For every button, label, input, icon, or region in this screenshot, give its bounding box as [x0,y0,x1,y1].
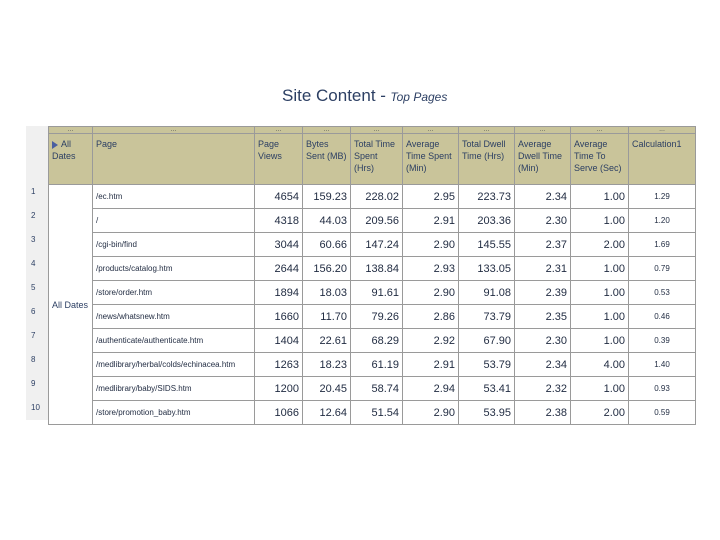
avg-serve-cell: 4.00 [571,353,629,377]
report-title-sub: Top Pages [390,90,448,104]
bytes-sent-cell: 159.23 [303,185,351,209]
page-cell: /store/promotion_baby.htm [93,401,255,425]
page-views-cell: 1894 [255,281,303,305]
bytes-sent-cell: 18.03 [303,281,351,305]
total-time-cell: 68.29 [351,329,403,353]
avg-time-cell: 2.90 [403,401,459,425]
column-handle[interactable]: ... [49,127,93,134]
total-dwell-cell: 53.41 [459,377,515,401]
avg-serve-cell: 1.00 [571,257,629,281]
column-handle[interactable]: ... [255,127,303,134]
column-handle[interactable]: ... [403,127,459,134]
avg-time-cell: 2.91 [403,353,459,377]
total-dwell-cell: 145.55 [459,233,515,257]
avg-dwell-cell: 2.38 [515,401,571,425]
all-dates-header-label: All Dates [52,139,76,161]
data-grid [26,126,696,420]
page-cell: /ec.htm [93,185,255,209]
column-handle[interactable]: ... [303,127,351,134]
column-header-calculation1[interactable]: Calculation1 [629,134,696,185]
table-row[interactable] [49,209,696,233]
total-dwell-cell: 223.73 [459,185,515,209]
column-header-total-dwell[interactable]: Total Dwell Time (Hrs) [459,134,515,185]
bytes-sent-cell: 12.64 [303,401,351,425]
avg-dwell-cell: 2.37 [515,233,571,257]
avg-dwell-cell: 2.30 [515,329,571,353]
avg-serve-cell: 1.00 [571,305,629,329]
total-dwell-cell: 53.79 [459,353,515,377]
header-handle-row [49,127,696,134]
column-header-avg-dwell[interactable]: Average Dwell Time (Min) [515,134,571,185]
calculation1-cell: 0.39 [629,329,696,353]
report-title-main: Site Content - [282,86,386,105]
avg-time-cell: 2.86 [403,305,459,329]
calculation1-cell: 0.59 [629,401,696,425]
total-dwell-cell: 91.08 [459,281,515,305]
table-row[interactable] [49,233,696,257]
row-number: 5 [31,283,36,292]
bytes-sent-cell: 18.23 [303,353,351,377]
column-handle[interactable]: ... [459,127,515,134]
all-dates-header[interactable] [49,134,93,185]
total-time-cell: 61.19 [351,353,403,377]
column-header-bytes-sent[interactable]: Bytes Sent (MB) [303,134,351,185]
header-row [49,134,696,185]
avg-time-cell: 2.90 [403,233,459,257]
avg-dwell-cell: 2.39 [515,281,571,305]
avg-serve-cell: 2.00 [571,233,629,257]
page-views-cell: 1263 [255,353,303,377]
avg-time-cell: 2.91 [403,209,459,233]
page-cell: /products/catalog.htm [93,257,255,281]
total-time-cell: 79.26 [351,305,403,329]
bytes-sent-cell: 156.20 [303,257,351,281]
total-dwell-cell: 203.36 [459,209,515,233]
page-views-cell: 3044 [255,233,303,257]
avg-time-cell: 2.93 [403,257,459,281]
avg-dwell-cell: 2.31 [515,257,571,281]
page-views-cell: 1660 [255,305,303,329]
table-row[interactable] [49,185,696,209]
page-cell: /news/whatsnew.htm [93,305,255,329]
column-handle[interactable]: ... [93,127,255,134]
avg-dwell-cell: 2.34 [515,353,571,377]
avg-serve-cell: 1.00 [571,185,629,209]
column-handle[interactable]: ... [571,127,629,134]
avg-serve-cell: 1.00 [571,329,629,353]
page-views-cell: 4654 [255,185,303,209]
column-header-avg-time[interactable]: Average Time Spent (Min) [403,134,459,185]
table-row[interactable] [49,305,696,329]
total-time-cell: 209.56 [351,209,403,233]
total-time-cell: 91.61 [351,281,403,305]
total-time-cell: 147.24 [351,233,403,257]
calculation1-cell: 1.29 [629,185,696,209]
table-row[interactable] [49,329,696,353]
page-views-cell: 4318 [255,209,303,233]
total-time-cell: 138.84 [351,257,403,281]
avg-time-cell: 2.95 [403,185,459,209]
bytes-sent-cell: 11.70 [303,305,351,329]
total-time-cell: 228.02 [351,185,403,209]
table-row[interactable] [49,377,696,401]
avg-time-cell: 2.92 [403,329,459,353]
bytes-sent-cell: 44.03 [303,209,351,233]
page-cell: /medlibrary/herbal/colds/echinacea.htm [93,353,255,377]
all-dates-group-cell: All Dates [49,185,93,425]
avg-dwell-cell: 2.30 [515,209,571,233]
avg-serve-cell: 2.00 [571,401,629,425]
page-cell: /store/order.htm [93,281,255,305]
row-number: 2 [31,211,36,220]
avg-dwell-cell: 2.35 [515,305,571,329]
avg-serve-cell: 1.00 [571,377,629,401]
report-title [282,86,447,106]
calculation1-cell: 0.79 [629,257,696,281]
avg-dwell-cell: 2.32 [515,377,571,401]
bytes-sent-cell: 22.61 [303,329,351,353]
page-views-cell: 1066 [255,401,303,425]
column-header-avg-serve[interactable]: Average Time To Serve (Sec) [571,134,629,185]
table-row[interactable] [49,257,696,281]
total-time-cell: 51.54 [351,401,403,425]
bytes-sent-cell: 60.66 [303,233,351,257]
avg-dwell-cell: 2.34 [515,185,571,209]
calculation1-cell: 1.69 [629,233,696,257]
row-number: 6 [31,307,36,316]
column-header-page[interactable]: Page [93,134,255,185]
row-number: 1 [31,187,36,196]
total-dwell-cell: 67.90 [459,329,515,353]
column-header-page-views[interactable]: Page Views [255,134,303,185]
bytes-sent-cell: 20.45 [303,377,351,401]
column-header-total-time[interactable]: Total Time Spent (Hrs) [351,134,403,185]
page-views-cell: 1200 [255,377,303,401]
row-number: 3 [31,235,36,244]
total-time-cell: 58.74 [351,377,403,401]
row-number: 4 [31,259,36,268]
avg-time-cell: 2.90 [403,281,459,305]
page-cell: / [93,209,255,233]
calculation1-cell: 0.93 [629,377,696,401]
total-dwell-cell: 133.05 [459,257,515,281]
calculation1-cell: 0.53 [629,281,696,305]
calculation1-cell: 1.20 [629,209,696,233]
page-cell: /cgi-bin/find [93,233,255,257]
avg-serve-cell: 1.00 [571,209,629,233]
table-row[interactable] [49,281,696,305]
row-number: 8 [31,355,36,364]
column-handle[interactable]: ... [351,127,403,134]
page-cell: /authenticate/authenticate.htm [93,329,255,353]
column-handle[interactable]: ... [629,127,696,134]
total-dwell-cell: 53.95 [459,401,515,425]
expand-triangle-icon[interactable] [52,141,58,149]
page-cell: /medlibrary/baby/SIDS.htm [93,377,255,401]
total-dwell-cell: 73.79 [459,305,515,329]
row-number: 7 [31,331,36,340]
calculation1-cell: 1.40 [629,353,696,377]
row-number-gutter [26,126,48,420]
calculation1-cell: 0.46 [629,305,696,329]
top-pages-table [48,126,696,425]
table-row[interactable] [49,353,696,377]
avg-time-cell: 2.94 [403,377,459,401]
table-body [49,185,696,425]
page-views-cell: 1404 [255,329,303,353]
table-row[interactable] [49,401,696,425]
row-number: 9 [31,379,36,388]
column-handle[interactable]: ... [515,127,571,134]
page-views-cell: 2644 [255,257,303,281]
avg-serve-cell: 1.00 [571,281,629,305]
row-number: 10 [31,403,40,412]
